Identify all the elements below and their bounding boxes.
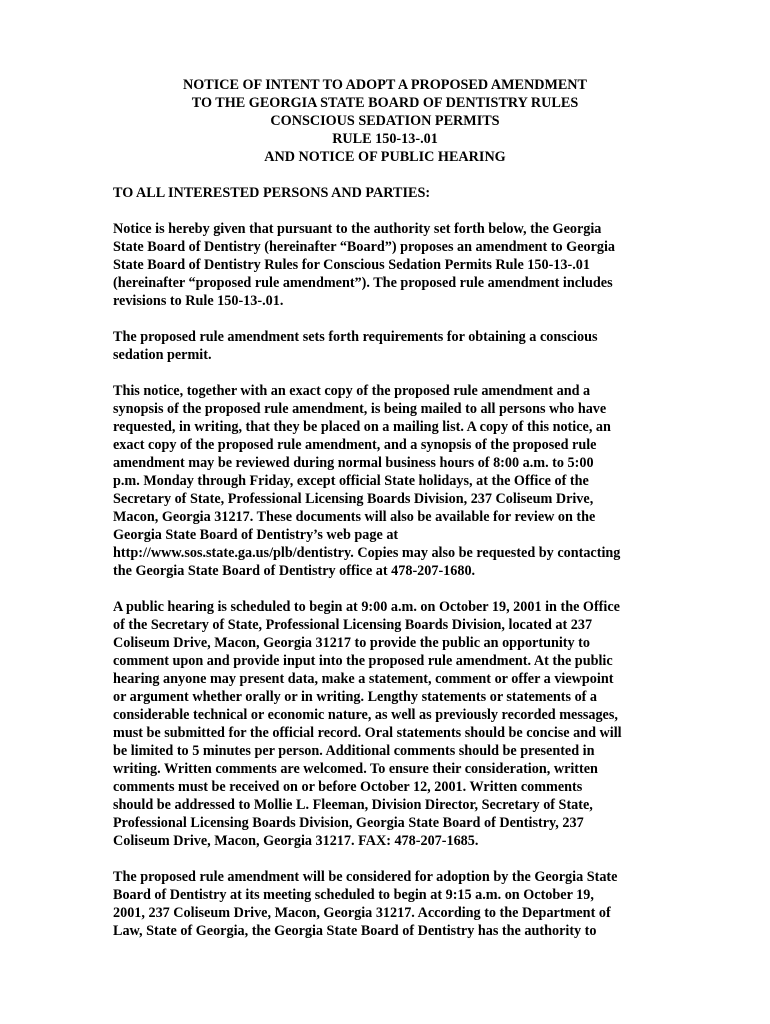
- text-line: synopsis of the proposed rule amendment, is being mailed to all persons who have: [113, 401, 607, 417]
- text-line: Law, State of Georgia, the Georgia State Board of Dentistry has the authority to: [113, 923, 597, 939]
- text-line: writing. Written comments are welcomed. To ensure their consideration, written: [113, 761, 598, 777]
- salutation: [113, 184, 663, 202]
- text-line: sedation permit.: [113, 347, 212, 363]
- text-line: p.m. Monday through Friday, except official State holidays, at the Office of the: [113, 473, 589, 489]
- text-line: 2001, 237 Coliseum Drive, Macon, Georgia 31217. According to the Department of: [113, 905, 611, 921]
- paragraph-adoption: [113, 868, 663, 940]
- text-line: of the Secretary of State, Professional Licensing Boards Division, located at 237: [113, 617, 593, 633]
- text-line: The proposed rule amendment sets forth requirements for obtaining a conscious: [113, 329, 598, 345]
- text-line: comment upon and provide input into the proposed rule amendment. At the public: [113, 653, 613, 669]
- text-line: The proposed rule amendment will be considered for adoption by the Georgia State: [113, 869, 618, 885]
- text-line: hearing anyone may present data, make a statement, comment or offer a viewpoint: [113, 671, 614, 687]
- text-line: requested, in writing, that they be placed on a mailing list. A copy of this notice, an: [113, 419, 611, 435]
- text-line: http://www.sos.state.ga.us/plb/dentistry. Copies may also be requested by contacting: [113, 545, 621, 561]
- paragraph-public-hearing: [113, 598, 663, 850]
- text-line: revisions to Rule 150-13-.01.: [113, 293, 284, 309]
- text-line: This notice, together with an exact copy of the proposed rule amendment and a: [113, 383, 591, 399]
- text-line: should be addressed to Mollie L. Fleeman, Division Director, Secretary of State,: [113, 797, 593, 813]
- text-line: State Board of Dentistry (hereinafter “Board”) proposes an amendment to Georgia: [113, 239, 616, 255]
- notice-body: [113, 184, 663, 958]
- paragraph-intro: [113, 220, 663, 310]
- text-line: Secretary of State, Professional Licensing Boards Division, 237 Coliseum Drive,: [113, 491, 594, 507]
- text-line: the Georgia State Board of Dentistry office at 478-207-1680.: [113, 563, 476, 579]
- text-line: or argument whether orally or in writing. Lengthy statements or statements of a: [113, 689, 598, 705]
- text-line: Board of Dentistry at its meeting scheduled to begin at 9:15 a.m. on October 19,: [113, 887, 594, 903]
- text-line: Coliseum Drive, Macon, Georgia 31217. FAX: 478-207-1685.: [113, 833, 479, 849]
- text-line: (hereinafter “proposed rule amendment”). The proposed rule amendment includes: [113, 275, 613, 291]
- notice-title: [0, 76, 770, 166]
- text-line: considerable technical or economic nature, as well as previously recorded messages,: [113, 707, 618, 723]
- title-line: AND NOTICE OF PUBLIC HEARING: [264, 149, 506, 165]
- text-line: be limited to 5 minutes per person. Additional comments should be presented in: [113, 743, 595, 759]
- title-line: NOTICE OF INTENT TO ADOPT A PROPOSED AMENDMENT: [182, 77, 588, 93]
- title-line: TO THE GEORGIA STATE BOARD OF DENTISTRY RULES: [191, 95, 579, 111]
- text-line: Coliseum Drive, Macon, Georgia 31217 to provide the public an opportunity to: [113, 635, 590, 651]
- text-line: Georgia State Board of Dentistry’s web page at: [113, 527, 399, 543]
- salutation-text: TO ALL INTERESTED PERSONS AND PARTIES:: [113, 185, 431, 201]
- text-line: A public hearing is scheduled to begin at 9:00 a.m. on October 19, 2001 in the Office: [113, 599, 620, 615]
- text-line: State Board of Dentistry Rules for Conscious Sedation Permits Rule 150-13-.01: [113, 257, 590, 273]
- text-line: Macon, Georgia 31217. These documents will also be available for review on the: [113, 509, 596, 525]
- text-line: Notice is hereby given that pursuant to the authority set forth below, the Georgia: [113, 221, 602, 237]
- text-line: amendment may be reviewed during normal business hours of 8:00 a.m. to 5:00: [113, 455, 594, 471]
- paragraph-availability: [113, 382, 663, 580]
- title-line: CONSCIOUS SEDATION PERMITS: [270, 113, 500, 129]
- paragraph-purpose: [113, 328, 663, 364]
- text-line: Professional Licensing Boards Division, Georgia State Board of Dentistry, 237: [113, 815, 584, 831]
- text-line: exact copy of the proposed rule amendment, and a synopsis of the proposed rule: [113, 437, 597, 453]
- text-line: comments must be received on or before October 12, 2001. Written comments: [113, 779, 583, 795]
- text-line: must be submitted for the official record. Oral statements should be concise and will: [113, 725, 622, 741]
- title-line: RULE 150-13-.01: [332, 131, 438, 147]
